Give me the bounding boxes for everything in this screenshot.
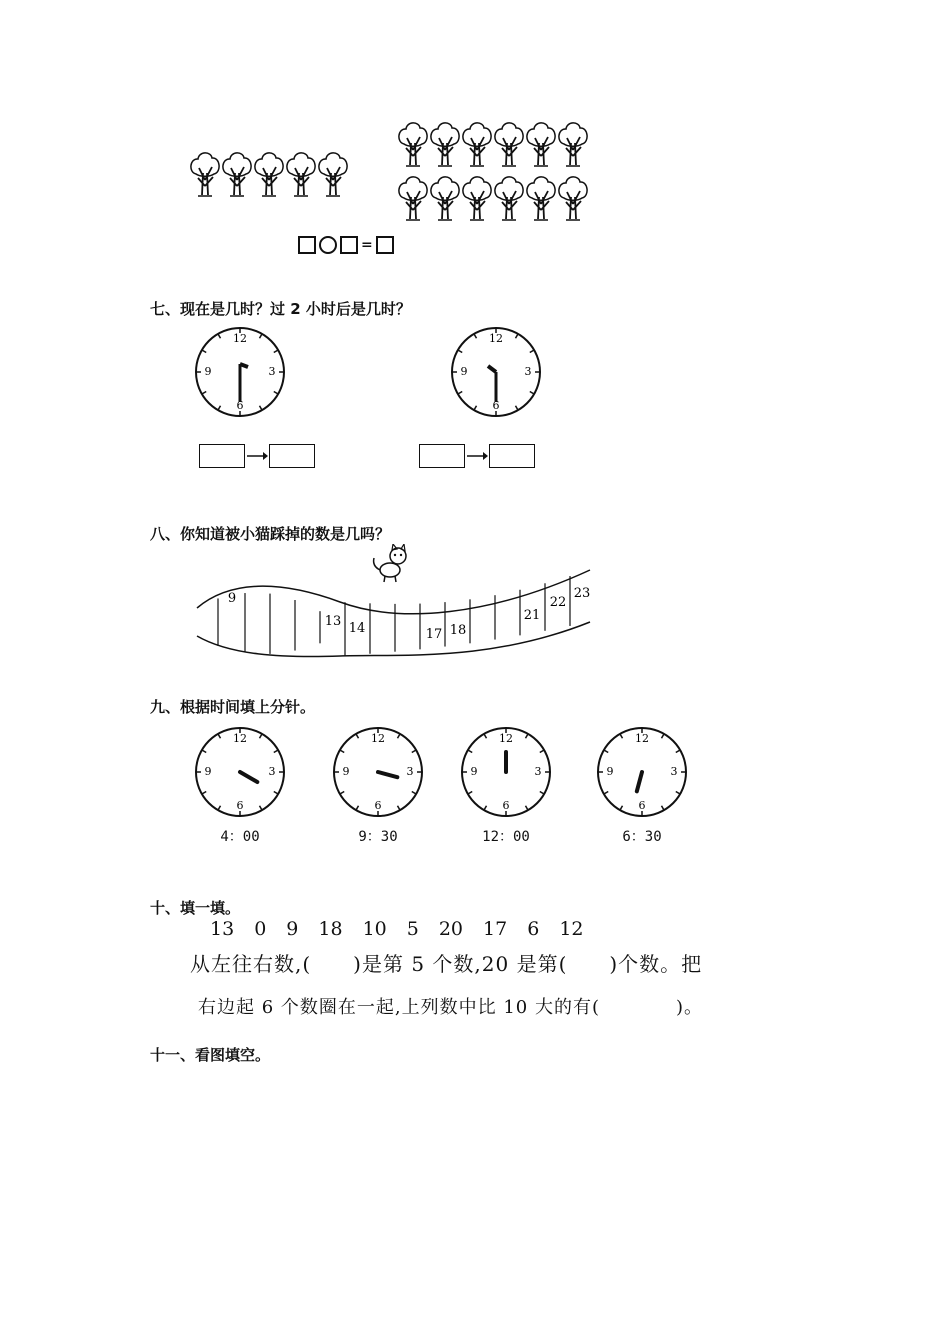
clock-time-label: 6：30: [622, 829, 662, 845]
clock-numeral: 3: [670, 765, 678, 778]
clock-numeral-3: 3: [268, 365, 276, 378]
sequence-number: 17: [483, 918, 508, 940]
number-ribbon: [190, 560, 610, 670]
tree-icon: [222, 150, 252, 200]
answer-box[interactable]: [269, 444, 315, 468]
tree-icon: [430, 174, 460, 224]
sequence-number: 6: [527, 918, 540, 940]
clock-numeral: 9: [470, 765, 478, 778]
ribbon-number: 18: [449, 623, 467, 638]
clock-q9-2[interactable]: [328, 722, 428, 822]
answer-row-1: [199, 444, 315, 468]
fill-sentence-1: 从左往右数,( )是第 5 个数,20 是第( )个数。把: [190, 952, 703, 976]
sequence-number: 9: [286, 918, 299, 940]
answer-row-2: [419, 444, 535, 468]
clock-numeral: 6: [502, 799, 510, 812]
sequence-number: 0: [254, 918, 267, 940]
clock-numeral: 12: [635, 732, 649, 745]
clock-numeral: 3: [534, 765, 542, 778]
clock-q7-1: [190, 322, 290, 422]
clock-numeral: 9: [204, 765, 212, 778]
clock-time-label: 12：00: [482, 829, 530, 845]
tree-icon: [190, 150, 220, 200]
clock-numeral-3: 3: [524, 365, 532, 378]
sequence-number: 5: [406, 918, 419, 940]
clock-numeral: 6: [638, 799, 646, 812]
tree-group-right: [398, 120, 588, 224]
ribbon-number: 14: [348, 621, 366, 636]
ribbon-number: 23: [573, 586, 591, 601]
hour-hand: [488, 366, 496, 372]
clock-q9-4[interactable]: [592, 722, 692, 822]
tree-icon: [398, 120, 428, 170]
tree-icon: [558, 174, 588, 224]
q9-title: 九、根据时间填上分针。: [150, 698, 316, 716]
tree-icon: [558, 120, 588, 170]
clock-numeral-6: 6: [236, 399, 244, 412]
q10-title: 十、填一填。: [150, 899, 241, 917]
sequence-number: 13: [210, 918, 235, 940]
clock-q7-2: [446, 322, 546, 422]
tree-icon: [254, 150, 284, 200]
q11-title: 十一、看图填空。: [150, 1046, 271, 1064]
answer-box[interactable]: [419, 444, 465, 468]
answer-box[interactable]: [489, 444, 535, 468]
answer-box[interactable]: [199, 444, 245, 468]
clock-time-label: 4：00: [220, 829, 260, 845]
sequence-number: 10: [362, 918, 387, 940]
clock-numeral-9: 9: [460, 365, 468, 378]
sequence-number: 18: [318, 918, 343, 940]
ribbon-number: 22: [549, 595, 567, 610]
clock-q9-3[interactable]: [456, 722, 556, 822]
clock-q9-1[interactable]: [190, 722, 290, 822]
operator-circle[interactable]: [319, 236, 337, 254]
fill-sentence-2: 右边起 6 个数圈在一起,上列数中比 10 大的有( )。: [198, 997, 704, 1018]
tree-icon: [526, 174, 556, 224]
tree-icon: [526, 120, 556, 170]
clock-numeral-9: 9: [204, 365, 212, 378]
answer-box[interactable]: [376, 236, 394, 254]
tree-group-left: [190, 150, 348, 200]
clock-numeral: 12: [233, 732, 247, 745]
clock-numeral: 12: [499, 732, 513, 745]
clock-numeral-12: 12: [489, 332, 503, 345]
clock-numeral: 6: [374, 799, 382, 812]
equation-boxes: [298, 236, 394, 254]
tree-icon: [494, 174, 524, 224]
clock-time-label: 9：30: [358, 829, 398, 845]
tree-icon: [430, 120, 460, 170]
clock-numeral: 9: [606, 765, 614, 778]
clock-numeral: 12: [371, 732, 385, 745]
tree-icon: [318, 150, 348, 200]
clock-numeral: 9: [342, 765, 350, 778]
ribbon-number: 17: [425, 627, 443, 642]
sequence-number: 20: [438, 918, 464, 940]
ribbon-number: 21: [523, 608, 541, 623]
answer-box[interactable]: [340, 236, 358, 254]
tree-icon: [462, 174, 492, 224]
hour-hand: [240, 772, 257, 782]
answer-box[interactable]: [298, 236, 316, 254]
arrow-right-icon: [245, 450, 269, 462]
tree-icon: [398, 174, 428, 224]
sequence-number: 12: [559, 918, 584, 940]
clock-numeral: 3: [268, 765, 276, 778]
q7-title: 七、现在是几时？过 2 小时后是几时？: [150, 300, 411, 318]
tree-icon: [462, 120, 492, 170]
hour-hand: [637, 772, 642, 791]
q8-title: 八、你知道被小猫踩掉的数是几吗？: [150, 525, 391, 543]
tree-icon: [494, 120, 524, 170]
hour-hand: [378, 772, 397, 777]
ribbon-number: 9: [227, 591, 237, 606]
equals-sign: =: [361, 237, 373, 253]
arrow-right-icon: [465, 450, 489, 462]
q9-clocks: [190, 722, 710, 852]
clock-numeral: 6: [236, 799, 244, 812]
clock-numeral-6: 6: [492, 399, 500, 412]
minute-hand: [240, 364, 248, 367]
clock-numeral: 3: [406, 765, 414, 778]
ribbon-number: 13: [324, 614, 342, 629]
clock-numeral-12: 12: [233, 332, 247, 345]
number-sequence: [210, 918, 584, 940]
tree-icon: [286, 150, 316, 200]
